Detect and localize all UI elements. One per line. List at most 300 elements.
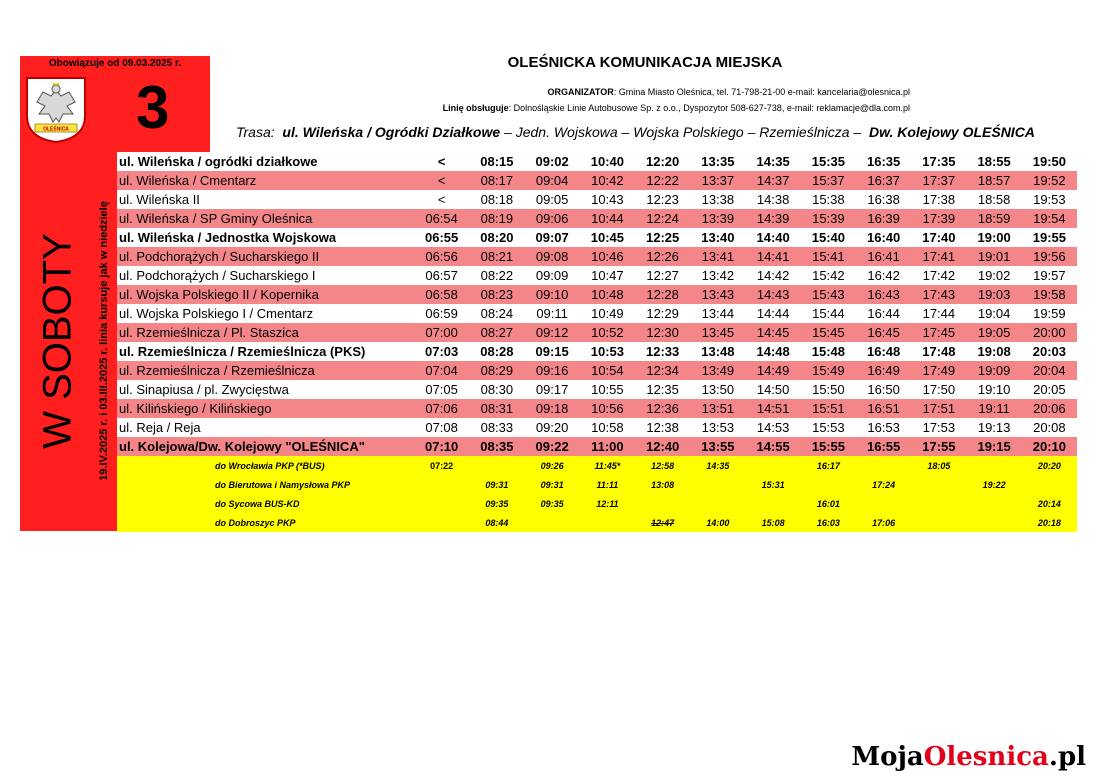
- connection-destination: do Sycowa BUS-KD: [117, 494, 414, 513]
- departure-time: 14:40: [756, 230, 790, 245]
- departure-time: 17:37: [911, 171, 966, 190]
- timetable-row: [117, 285, 1077, 304]
- valid-from-label: Obowiązuje od 09.03.2025 r.: [48, 58, 182, 69]
- departure-time: 09:06: [525, 209, 580, 228]
- departure-time: 13:48: [701, 344, 735, 359]
- departure-time: 14:49: [746, 361, 801, 380]
- departure-time: 19:55: [1032, 230, 1066, 245]
- departure-time: 19:10: [977, 382, 1011, 397]
- organizer-info: [380, 84, 910, 116]
- line-number: 3: [136, 74, 170, 141]
- departure-time: 14:51: [746, 399, 801, 418]
- departure-time: 14:43: [746, 285, 801, 304]
- departure-time: 16:40: [867, 230, 901, 245]
- departure-time: 07:08: [425, 420, 458, 435]
- route-start: ul. Wileńska / Ogródki Działkowe: [282, 124, 501, 140]
- departure-time: 08:21: [469, 247, 524, 266]
- departure-time: 19:11: [967, 399, 1022, 418]
- departure-time: 09:18: [525, 399, 580, 418]
- departure-time: 17:43: [911, 285, 966, 304]
- connection-time: [967, 513, 1022, 532]
- timetable-row: [117, 152, 1077, 171]
- departure-time: 15:35: [811, 154, 845, 169]
- stop-name: ul. Wileńska II: [119, 192, 200, 207]
- departure-time: 19:59: [1033, 306, 1066, 321]
- departure-time: 12:33: [646, 344, 680, 359]
- connection-time: [856, 494, 911, 513]
- connection-time: 16:03: [801, 513, 856, 532]
- departure-time: 10:47: [591, 268, 624, 283]
- watermark-part2: Olesnica: [923, 742, 1049, 772]
- departure-time: 13:55: [690, 437, 745, 456]
- departure-time: 10:56: [580, 399, 635, 418]
- departure-time: 14:48: [756, 344, 790, 359]
- departure-time: 16:51: [856, 399, 911, 418]
- departure-time: 12:35: [646, 382, 679, 397]
- departure-time: 14:55: [746, 437, 801, 456]
- timetable-row: [117, 247, 1077, 266]
- connection-time: [911, 513, 966, 532]
- departure-time: 14:41: [746, 247, 801, 266]
- departure-time: 16:37: [856, 171, 911, 190]
- connection-time: 14:35: [690, 456, 745, 475]
- departure-time: 16:48: [867, 344, 901, 359]
- departure-time: 10:45: [590, 230, 624, 245]
- departure-time: 09:16: [525, 361, 580, 380]
- departure-time: 06:54: [414, 209, 469, 228]
- stop-name: ul. Rzemieślnicza / Pl. Staszica: [117, 323, 414, 342]
- departure-time: 12:26: [635, 247, 690, 266]
- departure-time: 10:46: [580, 247, 635, 266]
- operator-label: Linię obsługuje: [442, 103, 509, 113]
- departure-time: 12:40: [635, 437, 690, 456]
- departure-time: 09:04: [525, 171, 580, 190]
- departure-time: 09:12: [525, 323, 580, 342]
- departure-time: 19:53: [1033, 192, 1066, 207]
- connection-time: [1022, 475, 1077, 494]
- departure-time: 10:52: [580, 323, 635, 342]
- departure-time: 13:50: [701, 382, 735, 397]
- departure-time: 15:40: [811, 230, 845, 245]
- connection-time: [414, 475, 469, 494]
- departure-time: 08:20: [480, 230, 514, 245]
- departure-time: 17:53: [922, 420, 956, 435]
- departure-time: 12:20: [646, 154, 680, 169]
- stop-name: ul. Rzemieślnicza / Rzemieślnicza: [117, 361, 414, 380]
- departure-time: 17:48: [922, 344, 956, 359]
- departure-time: 16:41: [856, 247, 911, 266]
- departure-time: 08:15: [480, 154, 514, 169]
- connection-time: 12:47: [635, 513, 690, 532]
- timetable-row: [117, 380, 1077, 399]
- departure-time: 12:24: [635, 209, 690, 228]
- departure-time: 08:30: [480, 382, 514, 397]
- departure-time: 19:58: [1022, 285, 1077, 304]
- timetable-row: [117, 209, 1077, 228]
- departure-time: 16:42: [867, 268, 900, 283]
- connection-time: [635, 494, 690, 513]
- route-end: Dw. Kolejowy OLEŚNICA: [868, 124, 1035, 140]
- departure-time: 13:45: [690, 323, 745, 342]
- departure-time: 08:19: [469, 209, 524, 228]
- connection-time: 15:31: [746, 475, 801, 494]
- connection-time: 16:17: [801, 456, 856, 475]
- route-description: [236, 124, 1035, 140]
- departure-time: 16:38: [867, 192, 900, 207]
- departure-time: 12:29: [646, 306, 679, 321]
- departure-time: 19:00: [977, 230, 1011, 245]
- departure-time: 08:31: [469, 399, 524, 418]
- departure-time: 06:59: [425, 306, 458, 321]
- svg-text:OLEŚNICA: OLEŚNICA: [43, 126, 69, 133]
- departure-time: 17:40: [922, 230, 956, 245]
- departure-time: 08:29: [469, 361, 524, 380]
- departure-time: 12:34: [635, 361, 690, 380]
- departure-time: 07:03: [425, 344, 459, 359]
- departure-time: 16:35: [867, 154, 901, 169]
- departure-time: 15:37: [801, 171, 856, 190]
- departure-time: 20:05: [1033, 382, 1066, 397]
- departure-time: 15:44: [812, 306, 845, 321]
- connection-time: [690, 494, 745, 513]
- departure-time: 13:53: [701, 420, 735, 435]
- departure-time: 17:35: [922, 154, 956, 169]
- timetable-row: [117, 266, 1077, 285]
- departure-time: 17:51: [911, 399, 966, 418]
- departure-time: 15:49: [801, 361, 856, 380]
- departure-time: 17:41: [911, 247, 966, 266]
- departure-time: 15:43: [801, 285, 856, 304]
- departure-time: 13:37: [690, 171, 745, 190]
- departure-time: 10:55: [591, 382, 624, 397]
- departure-time: 09:08: [525, 247, 580, 266]
- departure-time: 06:58: [414, 285, 469, 304]
- departure-time: 10:53: [590, 344, 624, 359]
- organizer-text: : Gmina Miasto Oleśnica, tel. 71-798-21-00 e-mail: kancelaria@olesnica.pl: [613, 87, 910, 97]
- departure-time: 07:05: [425, 382, 458, 397]
- departure-time: 15:39: [801, 209, 856, 228]
- stop-name: ul. Wojska Polskiego I / Cmentarz: [119, 306, 314, 321]
- organizer-label: ORGANIZATOR: [547, 87, 614, 97]
- stop-name: ul. Kolejowa/Dw. Kolejowy "OLEŚNICA": [117, 437, 414, 456]
- departure-time: 17:49: [911, 361, 966, 380]
- departure-time: 15:42: [812, 268, 845, 283]
- departure-time: 09:17: [535, 382, 569, 397]
- departure-time: 15:53: [812, 420, 845, 435]
- departure-time: 08:18: [480, 192, 514, 207]
- departure-time: 17:39: [911, 209, 966, 228]
- departure-time: <: [414, 171, 469, 190]
- operator-text: : Dolnośląskie Linie Autobusowe Sp. z o.o., Dyspozytor 508-627-738, e-mail: reklamacje@dla.com.pl: [508, 103, 910, 113]
- connection-destination: do Bierutowa i Namysłowa PKP: [117, 475, 414, 494]
- departure-time: 13:38: [701, 192, 735, 207]
- connection-time: 09:35: [525, 494, 580, 513]
- departure-time: 16:53: [867, 420, 900, 435]
- route-middle: – Jedn. Wojskowa – Wojska Polskiego – Rzemieślnicza –: [500, 124, 866, 140]
- departure-time: 12:30: [635, 323, 690, 342]
- departure-time: 09:09: [535, 268, 569, 283]
- departure-time: 19:03: [967, 285, 1022, 304]
- connections-table: [117, 456, 1077, 532]
- departure-time: 06:56: [414, 247, 469, 266]
- departure-time: 19:54: [1022, 209, 1077, 228]
- timetable-row: [117, 190, 1077, 209]
- departure-time: 19:52: [1022, 171, 1077, 190]
- connection-time: 09:26: [525, 456, 580, 475]
- connection-time: 18:05: [911, 456, 966, 475]
- departure-time: 18:58: [977, 192, 1011, 207]
- departure-time: 08:28: [480, 344, 514, 359]
- olesnica-crest-icon: [25, 76, 87, 144]
- connection-destination: do Wrocławia PKP (*BUS): [117, 456, 414, 475]
- connection-time: [690, 475, 745, 494]
- departure-time: 15:38: [812, 192, 845, 207]
- stop-name: ul. Wileńska / SP Gminy Oleśnica: [117, 209, 414, 228]
- departure-time: 10:58: [591, 420, 624, 435]
- connection-time: 09:35: [469, 494, 524, 513]
- stop-name: ul. Wojska Polskiego II / Kopernika: [117, 285, 414, 304]
- departure-time: 12:27: [646, 268, 679, 283]
- connection-time: [801, 475, 856, 494]
- departure-time: 17:42: [922, 268, 956, 283]
- departure-time: 13:42: [701, 268, 735, 283]
- route-label: Trasa:: [236, 124, 275, 140]
- connection-time: [525, 513, 580, 532]
- departure-time: 20:08: [1033, 420, 1066, 435]
- departure-time: 13:40: [701, 230, 735, 245]
- organizer-line: [380, 84, 910, 100]
- connection-time: [580, 513, 635, 532]
- departure-time: 19:01: [967, 247, 1022, 266]
- stop-name: ul. Rzemieślnicza / Rzemieślnicza (PKS): [119, 344, 366, 359]
- departure-time: 09:11: [536, 306, 568, 321]
- departure-time: 07:06: [414, 399, 469, 418]
- connection-time: [414, 494, 469, 513]
- departure-time: 09:15: [535, 344, 569, 359]
- departure-time: 14:50: [756, 382, 790, 397]
- departure-time: 17:38: [922, 192, 956, 207]
- connection-row: [117, 494, 1077, 513]
- connection-time: 12:11: [580, 494, 635, 513]
- timetable-row: [117, 399, 1077, 418]
- departure-time: 15:55: [801, 437, 856, 456]
- connection-destination: do Dobroszyc PKP: [117, 513, 414, 532]
- departure-time: 14:53: [756, 420, 790, 435]
- connection-time: 12:58: [635, 456, 690, 475]
- watermark-part1: Moja: [851, 742, 924, 772]
- connection-time: [414, 513, 469, 532]
- departure-time: 10:48: [580, 285, 635, 304]
- stop-name: ul. Wileńska / ogródki działkowe: [119, 154, 318, 169]
- day-note: 19.IV.2025 r. i 03.III.2025 r. linia kursuje jak w niedzielę: [98, 201, 110, 481]
- departure-time: 15:48: [811, 344, 845, 359]
- departure-time: 12:38: [646, 420, 679, 435]
- departure-time: 12:25: [646, 230, 680, 245]
- departure-time: 14:38: [756, 192, 790, 207]
- departure-time: 16:39: [856, 209, 911, 228]
- departure-time: 13:51: [690, 399, 745, 418]
- departure-time: 15:51: [801, 399, 856, 418]
- departure-time: 13:44: [701, 306, 735, 321]
- connection-time: [469, 456, 524, 475]
- departure-time: 13:43: [690, 285, 745, 304]
- departure-time: 19:05: [967, 323, 1022, 342]
- departure-time: 17:50: [922, 382, 956, 397]
- departure-time: 19:57: [1033, 268, 1066, 283]
- departure-time: 16:55: [856, 437, 911, 456]
- connection-time: [746, 456, 801, 475]
- departure-time: 20:10: [1022, 437, 1077, 456]
- departure-time: 14:35: [756, 154, 790, 169]
- departure-time: 19:50: [1032, 154, 1066, 169]
- departure-time: 10:43: [591, 192, 624, 207]
- connection-time: 11:11: [580, 475, 635, 494]
- departure-time: 10:49: [591, 306, 624, 321]
- departure-time: 18:55: [977, 154, 1011, 169]
- departure-time: 18:57: [967, 171, 1022, 190]
- timetable-row: [117, 437, 1077, 456]
- departure-time: 07:04: [414, 361, 469, 380]
- connection-time: [911, 494, 966, 513]
- timetable-row: [117, 418, 1077, 437]
- connection-time: 17:24: [856, 475, 911, 494]
- departure-time: 14:39: [746, 209, 801, 228]
- departure-time: 08:27: [469, 323, 524, 342]
- stop-name: ul. Wileńska / Jednostka Wojskowa: [119, 230, 337, 245]
- connection-time: 15:08: [746, 513, 801, 532]
- connection-time: 16:01: [801, 494, 856, 513]
- connection-time: 17:06: [856, 513, 911, 532]
- departure-time: 19:02: [977, 268, 1011, 283]
- departure-time: 15:41: [801, 247, 856, 266]
- departure-time: 11:00: [580, 437, 635, 456]
- departure-time: 10:40: [590, 154, 624, 169]
- departure-time: 13:41: [690, 247, 745, 266]
- departure-time: 06:55: [425, 230, 459, 245]
- departure-time: 07:10: [414, 437, 469, 456]
- departure-time: 08:24: [480, 306, 514, 321]
- departure-time: 10:54: [580, 361, 635, 380]
- timetable-row: [117, 342, 1077, 361]
- departure-time: 13:49: [690, 361, 745, 380]
- connection-row: [117, 456, 1077, 475]
- connection-time: 13:08: [635, 475, 690, 494]
- departure-time: 16:43: [856, 285, 911, 304]
- departure-time: 14:42: [756, 268, 790, 283]
- stop-name: ul. Reja / Reja: [119, 420, 201, 435]
- connection-time: 09:31: [525, 475, 580, 494]
- connection-time: 07:22: [414, 456, 469, 475]
- departure-time: 20:04: [1022, 361, 1077, 380]
- timetable-row: [117, 228, 1077, 247]
- departure-time: 09:10: [525, 285, 580, 304]
- departure-time: 19:15: [967, 437, 1022, 456]
- connection-time: 14:00: [690, 513, 745, 532]
- departure-time: 16:45: [856, 323, 911, 342]
- departure-time: 08:33: [480, 420, 514, 435]
- departure-time: 06:57: [425, 268, 458, 283]
- departure-time: <: [437, 154, 446, 169]
- departure-time: 20:03: [1032, 344, 1066, 359]
- stop-name: ul. Sinapiusa / pl. Zwycięstwa: [119, 382, 289, 397]
- departure-time: 19:56: [1022, 247, 1077, 266]
- departure-time: 08:23: [469, 285, 524, 304]
- connection-time: [746, 494, 801, 513]
- departure-time: 19:08: [977, 344, 1011, 359]
- departure-time: 14:37: [746, 171, 801, 190]
- departure-time: 14:45: [746, 323, 801, 342]
- connection-time: [856, 456, 911, 475]
- departure-time: 17:55: [911, 437, 966, 456]
- departure-time: 16:44: [867, 306, 900, 321]
- departure-time: 15:50: [812, 382, 845, 397]
- departure-time: <: [437, 192, 446, 207]
- departure-time: 13:39: [690, 209, 745, 228]
- connection-time: 09:31: [469, 475, 524, 494]
- stop-name: ul. Podchorążych / Sucharskiego I: [119, 268, 316, 283]
- departure-time: 19:13: [977, 420, 1011, 435]
- day-label: W SOBOTY: [35, 233, 80, 449]
- departure-time: 10:44: [580, 209, 635, 228]
- connection-time: [967, 456, 1022, 475]
- connection-time: [911, 475, 966, 494]
- departure-time: 12:28: [635, 285, 690, 304]
- departure-time: 15:45: [801, 323, 856, 342]
- departure-time: 09:20: [535, 420, 569, 435]
- departure-time: 08:22: [480, 268, 514, 283]
- watermark-part3: .pl: [1048, 742, 1086, 772]
- operator-line: [380, 100, 910, 116]
- stop-name: ul. Wileńska / Cmentarz: [117, 171, 414, 190]
- departure-time: 13:35: [701, 154, 735, 169]
- connection-time: 11:45*: [580, 456, 635, 475]
- connection-time: 20:14: [1022, 494, 1077, 513]
- timetable: [117, 152, 1077, 456]
- departure-time: 19:09: [967, 361, 1022, 380]
- connection-time: [967, 494, 1022, 513]
- departure-time: 09:07: [535, 230, 569, 245]
- departure-time: 16:49: [856, 361, 911, 380]
- departure-time: 12:23: [646, 192, 679, 207]
- departure-time: 20:06: [1022, 399, 1077, 418]
- departure-time: 09:22: [525, 437, 580, 456]
- departure-time: 12:36: [635, 399, 690, 418]
- departure-time: 08:17: [469, 171, 524, 190]
- departure-time: 09:05: [535, 192, 569, 207]
- page-title: OLEŚNICKA KOMUNIKACJA MIEJSKA: [507, 54, 783, 71]
- departure-time: 17:45: [911, 323, 966, 342]
- stop-name: ul. Podchorążych / Sucharskiego II: [117, 247, 414, 266]
- departure-time: 09:02: [535, 154, 569, 169]
- connection-time: 08:44: [469, 513, 524, 532]
- timetable-row: [117, 304, 1077, 323]
- departure-time: 18:59: [967, 209, 1022, 228]
- connection-row: [117, 475, 1077, 494]
- departure-time: 10:42: [580, 171, 635, 190]
- departure-time: 16:50: [867, 382, 900, 397]
- departure-time: 08:35: [469, 437, 524, 456]
- timetable-row: [117, 361, 1077, 380]
- connection-time: 19:22: [967, 475, 1022, 494]
- timetable-row: [117, 171, 1077, 190]
- departure-time: 07:00: [414, 323, 469, 342]
- timetable-row: [117, 323, 1077, 342]
- connection-time: 20:18: [1022, 513, 1077, 532]
- departure-time: 17:44: [922, 306, 956, 321]
- departure-time: 14:44: [756, 306, 790, 321]
- departure-time: 19:04: [977, 306, 1011, 321]
- connection-row: [117, 513, 1077, 532]
